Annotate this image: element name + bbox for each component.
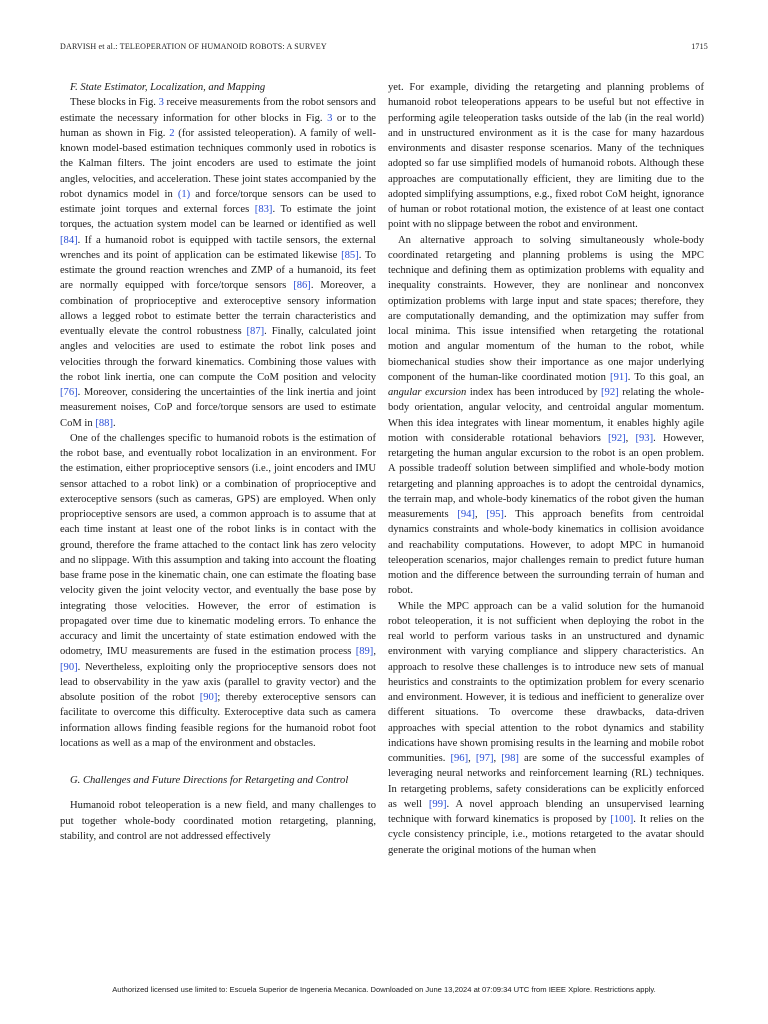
ref-84[interactable]: [84] (60, 234, 78, 246)
ref-99[interactable]: [99] (428, 798, 447, 810)
ref-92[interactable]: [92] (601, 387, 619, 398)
ref-90[interactable]: [90] (60, 661, 78, 673)
ref-97[interactable]: [97] (475, 753, 494, 764)
right-column (388, 80, 704, 858)
ref-fig2[interactable]: 2 (169, 127, 175, 139)
ref-fig3[interactable]: 3 (158, 97, 164, 109)
ref-93[interactable]: [93] (635, 432, 654, 444)
section-heading-g: G. Challenges and Future Directions for Retargeting and Control (70, 775, 349, 786)
running-title: DARVISH et al.: TELEOPERATION OF HUMANOID ROBOTS: A SURVEY (60, 42, 327, 51)
paragraph-f1: These blocks in Fig. 3 receive measurements from the robot sensors and estimate the necessary information for other blocks in Fig. 3 or to the human as shown in Fig. 2 (for assisted teleoperation). A family of well-known model-based estimation techniques commonly used in robotics is the Kalman filters. The joint encoders are used to estimate the joint angles, velocities, and acceleration. These joint states accompanied by the robot dynamics model in (1) and force/torque sensors can be used to estimate joint torques and external forces [83]. To estimate the joint torques, the actuation system model can be learned or identified as well [84]. If a humanoid robot is equipped with tactile sensors, the external wrenches and its point of application can be estimated likewise [85]. To estimate the ground reaction wrenches and ZMP of a humanoid, its feet are normally equipped with force/torque sensors [86]. Moreover, a combination of proprioceptive and exteroceptive sensory information allows a legged robot to estimate better the terrain characteristics and eventually elevate the control robustness [87]. Finally, calculated joint angles and velocities are used to estimate the robot link poses and velocities through the forward kinematics. Combining those values with the robot link inertia, one can compute the CoM position and velocity [76]. Moreover, considering the uncertainties of the link inertia and joint measurement noises, CoP and force/torque sensors are used to estimate CoM in [88]. (60, 97, 377, 429)
ref-92[interactable]: [92] (608, 432, 626, 444)
ref-87[interactable]: [87] (246, 326, 265, 337)
ref-76[interactable]: [76] (60, 387, 78, 398)
paragraph-g1: Humanoid robot teleoperation is a new field, and many challenges to put together whole-body coordinated motion retargeting, planning, stability, and control are not addressed effectively (60, 800, 376, 842)
paragraph-f2: One of the challenges specific to humanoid robots is the estimation of the robot base, and eventually robot localization in an environment. For the estimation, either proprioceptive sensors (i.e., joint encoders and IMU sensor attached to a robot link) or a combination of proprioceptive and exteroceptive sensors (such as cameras, GPS) are employed. When only proprioceptive sensors are used, a common approach is to assume that at each time instant at least one of the robot links is in contact with the ground, therefore the frame attached to the contact link has zero velocity and no slippage. With this assumption and taking into account the floating base frame pose in the kinematic chain, one can estimate the floating base velocity given the joint velocity vector, and eventually the base pose by integrating those velocities. However, the error of estimation is propagated over time due to kinematic modeling errors. To enhance the accuracy and limit the uncertainty of state estimation endowed with the odometry, IMU measurements are fused in the estimation process [89], [90]. Nevertheless, exploiting only the proprioceptive sensors does not lead to observability in the yaw axis (parallel to gravity vector) and the absolute position of the robot [90]; thereby exteroceptive sensors can facilitate to overcome this difficulty. Exteroceptive data such as camera information allows finding feasible regions for the humanoid robot foot locations as well as a map of the environment and obstacles. (60, 432, 376, 749)
ref-86[interactable]: [86] (293, 280, 311, 292)
section-heading-f: F. State Estimator, Localization, and Mapping (70, 82, 266, 93)
paragraph-g2: An alternative approach to solving simultaneously whole-body coordinated retargeting and planning problems is using the MPC technique and defining them as optimization problems with equality and inequality constraints. However, they are nonlinear and nonconvex optimization problems with large input and state spaces; therefore, they are computationally demanding, and the optimization may suffer from local minima. This issue intensified when retargeting the rotational motion and angular momentum of the human to the robot, while biomechanical studies show their importance as one major underlying component of the human-like coordinated motion [91]. To this goal, an angular excursion index has been introduced by [92] relating the whole-body orientation, angular velocity, and centroidal angular momentum. When this idea integrates with linear momentum, it enables highly agile motion with considerable rotational behaviors [92], [93]. However, retargeting the human angular excursion to the robot is an open problem. A possible tradeoff solution between simplified and whole-body motion retargeting and planning approaches is to adopt the centroidal dynamics, the terrain map, and whole-body kinematics of the robot given the human measurements [94], [95]. This approach benefits from centroidal dynamics constraints and whole-body kinematics in collision avoidance and reachability computations. However, to adopt MPC in humanoid teleoperation scenarios, major challenges remain to predict future human motion and the difference between the surrounding terrain of human and robot. (388, 234, 705, 597)
ref-83[interactable]: [83] (254, 204, 273, 215)
ref-95[interactable]: [95] (486, 509, 504, 520)
ref-90[interactable]: [90] (199, 692, 218, 703)
page-number: 1715 (691, 42, 708, 51)
paragraph-g1-cont: yet. For example, dividing the retargeting and planning problems of humanoid robot teleoperations appears to be useful but not effective in performing agile teleoperation tasks outside of the lab (in the real world) and in unstructured environment as it is the case for many hazardous environments and disaster response scenarios. Many of the techniques adopted so far use simplified models of humanoid robots. Although these approaches are computationally efficient, they are limiting due to the adopted simplifying assumptions, e.g., fixed robot CoM height, ignorance of human or robot rotational motion, the existence of at least one contact point with no slippage between the robot and environment. (388, 82, 704, 231)
ref-85[interactable]: [85] (341, 249, 359, 261)
ref-88[interactable]: [88] (95, 417, 113, 429)
ref-eq1[interactable]: (1) (177, 188, 191, 200)
paragraph-g3: While the MPC approach can be a valid solution for the humanoid robot teleoperation, it is not sufficient when deploying the robot in the real world to perform various tasks in an unstructured and dynamic environment with varying compliance and slippery characteristics. An approach to resolve these challenges is to introduce new sets of manual heuristics and constraints to the optimization problem for every scenario and environment. However, it is tedious and inefficient to generalize over different situations. To overcome these drawbacks, data-driven approaches with special attention to the robot dynamics and stability indications have shown promising results in the learning and mobile robot communities. [96], [97], [98] are some of the successful examples of leveraging neural networks and reinforcement learning (RL) techniques. In retargeting problems, safety considerations can be explicitly enforced as well [99]. A novel approach blending an unsupervised learning technique with forward kinematics is proposed by [100]. It relies on the cycle consistency principle, i.e., motions retargeted to the avatar should generate the original motions of the human when (388, 600, 705, 856)
left-column (60, 80, 376, 844)
license-footer: Authorized licensed use limited to: Escuela Superior de Ingeneria Mecanica. Downloaded on June 13,2024 at 07:09:34 UTC from IEEE Xplore. Restrictions apply. (112, 985, 656, 994)
ref-94[interactable]: [94] (457, 509, 475, 520)
ref-100[interactable]: [100] (610, 814, 634, 825)
ref-91[interactable]: [91] (610, 371, 628, 383)
ref-96[interactable]: [96] (450, 753, 469, 764)
ref-89[interactable]: [89] (355, 646, 374, 658)
ref-98[interactable]: [98] (501, 753, 519, 764)
ref-fig3[interactable]: 3 (327, 112, 333, 124)
